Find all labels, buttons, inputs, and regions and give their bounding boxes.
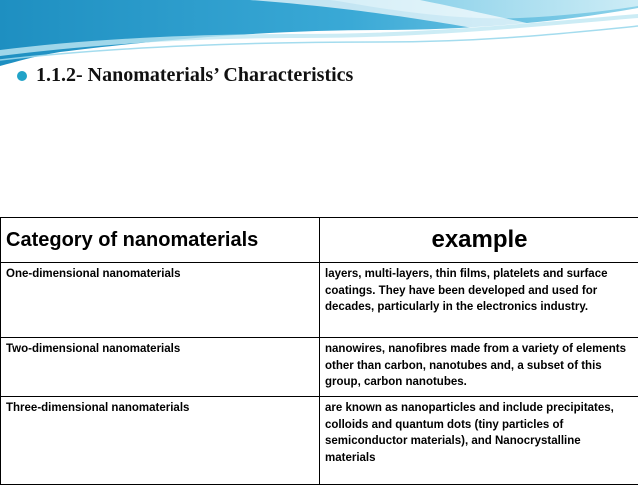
slide-title: 1.1.2- Nanomaterials’ Characteristics (36, 64, 353, 87)
table-row (1, 397, 638, 485)
decorative-banner (0, 0, 638, 70)
table-header-row (1, 218, 638, 263)
column-header-category: Category of nanomaterials (1, 218, 320, 263)
example-cell: nanowires, nanofibres made from a variety of elements other than carbon, nanotubes and, a subset of this group, carbon nanotubes. (320, 338, 638, 397)
nanomaterials-table (0, 217, 638, 485)
category-cell: One-dimensional nanomaterials (1, 263, 320, 338)
table-row (1, 263, 638, 338)
category-cell: Two-dimensional nanomaterials (1, 338, 320, 397)
slide-heading (17, 64, 353, 87)
bullet-icon (17, 71, 27, 81)
example-cell: layers, multi-layers, thin films, platelets and surface coatings. They have been developed and used for decades, particularly in the electronics industry. (320, 263, 638, 338)
example-cell: are known as nanoparticles and include precipitates, colloids and quantum dots (tiny particles of semiconductor materials), and Nanocrystalline materials (320, 397, 638, 485)
table-row (1, 338, 638, 397)
column-header-example: example (320, 218, 638, 263)
category-cell: Three-dimensional nanomaterials (1, 397, 320, 485)
